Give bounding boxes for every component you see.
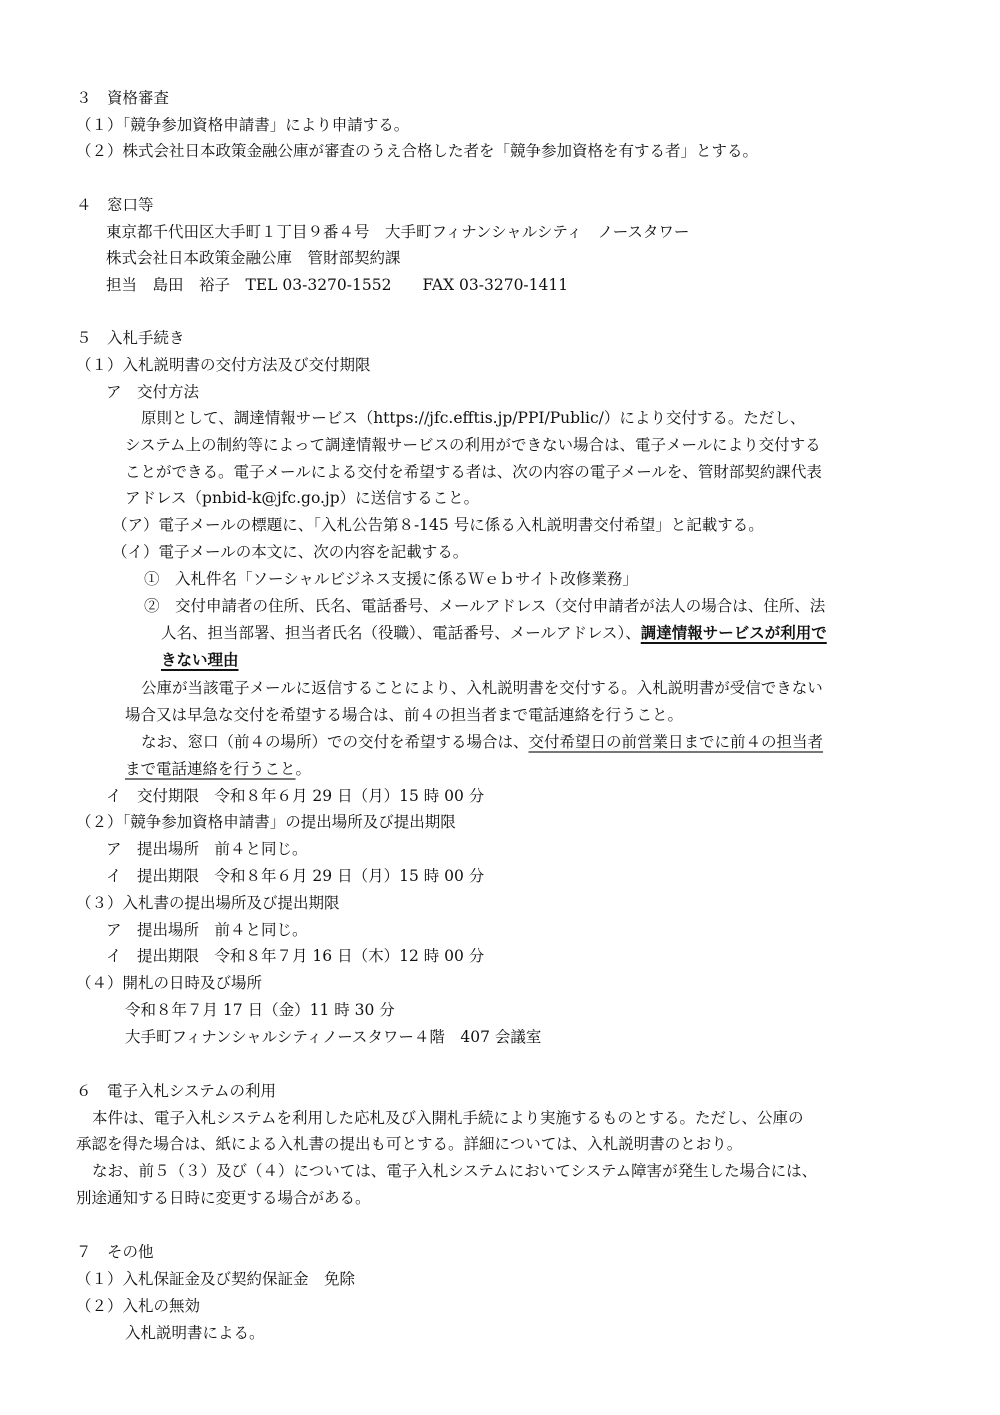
delivery-method-line-4: アドレス（pnbid-k@jfc.go.jp）に送信すること。 bbox=[125, 489, 480, 507]
window-paragraph-underlined: 交付希望日の前営業日までに前４の担当者 bbox=[528, 733, 824, 751]
email-body-item-1: ① 入札件名「ソーシャルビジネス支援に係るＷｅｂサイト改修業務」 bbox=[144, 570, 638, 588]
window-paragraph-underlined-end: まで電話連絡を行うこと bbox=[125, 760, 296, 778]
email-subject-instruction: （ア）電子メールの標題に、「入札公告第８-145 号に係る入札説明書交付希望」と記載する。 bbox=[112, 516, 764, 534]
section-5-1-title: （１）入札説明書の交付方法及び交付期限 bbox=[76, 356, 371, 374]
section-6-line-4: 別途通知する日時に変更する場合がある。 bbox=[76, 1189, 371, 1207]
email-body-item-2-line-1: ② 交付申請者の住所、氏名、電話番号、メールアドレス（交付申請者が法人の場合は、住所、法 bbox=[144, 597, 826, 615]
delivery-deadline: イ 交付期限 令和８年６月 29 日（月）15 時 00 分 bbox=[106, 787, 485, 805]
email-body-item-2-underlined: 調達情報サービスが利用で bbox=[640, 623, 827, 642]
delivery-method-line-1: 原則として、調達情報サービス（https://jfc.efftis.jp/PPI/Public/）により交付する。ただし、 bbox=[141, 409, 806, 427]
section-6-line-3: なお、前５（３）及び（４）については、電子入札システムにおいてシステム障害が発生した場合には、 bbox=[92, 1162, 818, 1180]
email-body-item-2-text: 人名、担当部署、担当者氏名（役職）、電話番号、メールアドレス）、 bbox=[161, 624, 641, 642]
delivery-method-line-3: ことができる。電子メールによる交付を希望する者は、次の内容の電子メールを、管財部契約課代表 bbox=[125, 463, 822, 481]
delivery-method-line-2: システム上の制約等によって調達情報サービスの利用ができない場合は、電子メールにより交付する bbox=[125, 436, 821, 454]
contact-organization: 株式会社日本政策金融公庫 管財部契約課 bbox=[106, 249, 401, 267]
section-4-heading: ４ 窓口等 bbox=[76, 196, 154, 214]
opening-place: 大手町フィナンシャルシティノースタワー４階 407 会議室 bbox=[125, 1028, 542, 1046]
reply-paragraph-line-1: 公庫が当該電子メールに返信することにより、入札説明書を交付する。入札説明書が受信できない bbox=[141, 679, 823, 697]
section-3-item-2: （２）株式会社日本政策金融公庫が審査のうえ合格した者を「競争参加資格を有する者」とする。 bbox=[76, 142, 759, 160]
section-3-item-1: （１）「競争参加資格申請書」により申請する。 bbox=[76, 116, 410, 134]
opening-date: 令和８年７月 17 日（金）11 時 30 分 bbox=[125, 1001, 395, 1019]
reply-paragraph-line-2: 場合又は早急な交付を希望する場合は、前４の担当者まで電話連絡を行うこと。 bbox=[125, 706, 684, 724]
section-7-item-2-body: 入札説明書による。 bbox=[125, 1324, 265, 1342]
section-6-heading: ６ 電子入札システムの利用 bbox=[76, 1082, 276, 1100]
window-paragraph-end: 。 bbox=[295, 760, 312, 778]
contact-address: 東京都千代田区大手町１丁目９番４号 大手町フィナンシャルシティ ノースタワー bbox=[106, 223, 690, 241]
section-6-line-2: 承認を得た場合は、紙による入札書の提出も可とする。詳細については、入札説明書のとおり。 bbox=[76, 1135, 743, 1153]
section-5-4-title: （４）開札の日時及び場所 bbox=[76, 974, 263, 992]
section-3-heading: ３ 資格審査 bbox=[76, 89, 170, 107]
email-body-instruction: （イ）電子メールの本文に、次の内容を記載する。 bbox=[112, 543, 469, 561]
section-5-2-deadline: イ 提出期限 令和８年６月 29 日（月）15 時 00 分 bbox=[106, 867, 485, 885]
section-5-heading: ５ 入札手続き bbox=[76, 329, 185, 347]
section-7-item-1: （１）入札保証金及び契約保証金 免除 bbox=[76, 1270, 356, 1288]
window-paragraph-line-1 bbox=[141, 732, 823, 752]
email-body-item-2-line-3 bbox=[161, 650, 239, 670]
email-body-item-2-underlined-end: きない理由 bbox=[161, 650, 239, 669]
section-5-2-place: ア 提出場所 前４と同じ。 bbox=[106, 840, 308, 858]
section-5-3-place: ア 提出場所 前４と同じ。 bbox=[106, 921, 308, 939]
section-5-3-deadline: イ 提出期限 令和８年７月 16 日（木）12 時 00 分 bbox=[106, 947, 485, 965]
section-7-heading: ７ その他 bbox=[76, 1243, 154, 1261]
section-5-3-title: （３）入札書の提出場所及び提出期限 bbox=[76, 894, 340, 912]
section-6-line-1: 本件は、電子入札システムを利用した応札及び入開札手続により実施するものとする。ただし、公庫の bbox=[92, 1109, 804, 1127]
window-paragraph-text: なお、窓口（前４の場所）での交付を希望する場合は、 bbox=[141, 733, 529, 751]
section-5-2-title: （２）「競争参加資格申請書」の提出場所及び提出期限 bbox=[76, 813, 456, 831]
email-body-item-2-line-2 bbox=[161, 623, 827, 643]
contact-person: 担当 島田 裕子 TEL 03-3270-1552 FAX 03-3270-1411 bbox=[106, 276, 569, 294]
delivery-method-title: ア 交付方法 bbox=[106, 383, 200, 401]
window-paragraph-line-2 bbox=[125, 759, 311, 779]
section-7-item-2: （２）入札の無効 bbox=[76, 1297, 201, 1315]
